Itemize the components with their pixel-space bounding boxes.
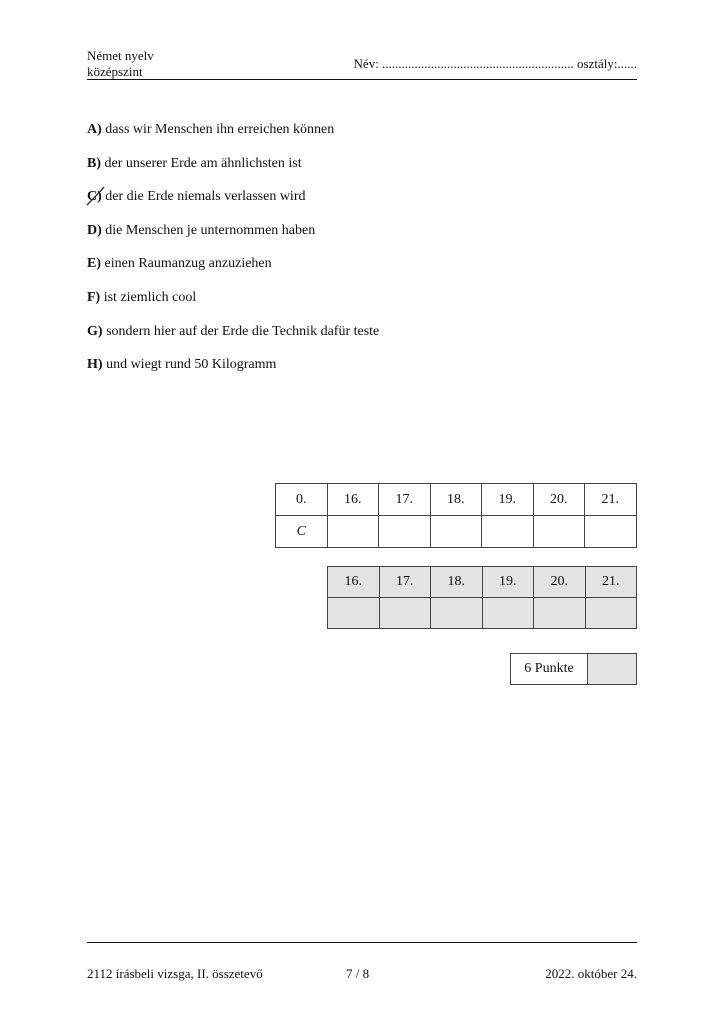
answer-row [276,516,637,548]
score-header-cell: 18. [431,567,483,598]
option-text: der unserer Erde am ähnlichsten ist [104,155,302,171]
option-letter: F) [87,289,101,305]
option-letter: C) [87,189,102,205]
option-e [87,255,379,289]
subject-line-2: középszint [87,64,143,79]
answer-cell-19[interactable] [482,516,534,548]
answer-header-cell: 18. [430,484,482,516]
answer-cell-17[interactable] [379,516,431,548]
option-text: dass wir Menschen ihn erreichen können [105,122,335,137]
answer-cell-21[interactable] [585,516,637,548]
points-box [588,654,637,685]
score-header-cell: 17. [379,567,431,598]
score-cell [482,598,534,629]
score-cell [534,598,586,629]
header-divider [87,79,637,80]
footer-exam-code: 2112 írásbeli vizsga, II. összetevő [87,966,263,981]
option-b [87,155,379,189]
answer-header-cell: 20. [533,484,585,516]
answer-header-row [276,484,637,516]
points-label: 6 Punkte [511,654,588,685]
option-a [87,121,379,155]
score-table [327,566,637,629]
answer-cell-18[interactable] [430,516,482,548]
option-letter: H) [87,357,103,373]
option-letter: D) [87,222,102,238]
answer-cell-example: C [276,516,328,548]
option-h [87,356,379,390]
option-letter: G) [87,323,103,339]
score-header-row [328,567,637,598]
option-letter: A) [87,122,102,137]
option-letter: B) [87,155,101,171]
score-cell [585,598,637,629]
option-g [87,323,379,357]
option-c [87,188,379,222]
score-cell [328,598,380,629]
answer-cell-16[interactable] [327,516,379,548]
header-subject [87,48,154,80]
option-list [87,121,379,390]
option-text: ist ziemlich cool [103,289,197,305]
answer-cell-20[interactable] [533,516,585,548]
subject-line-1: Német nyelv [87,48,154,63]
score-cell [379,598,431,629]
footer-divider [87,942,637,943]
option-letter: E) [87,256,101,272]
answer-header-cell: 0. [276,484,328,516]
option-text: die Menschen je unternommen haben [105,222,316,238]
option-text: sondern hier auf der Erde die Technik dafür teste [106,323,380,339]
option-text: einen Raumanzug anzuziehen [104,256,272,272]
footer-date: 2022. október 24. [545,966,637,981]
answer-header-cell: 17. [379,484,431,516]
option-f [87,289,379,323]
crossed-out-mark-icon [85,186,105,208]
score-header-cell: 20. [534,567,586,598]
score-header-cell: 21. [585,567,637,598]
name-class-field: Név: ........................................................... osztály:...... [353,56,637,71]
score-cell [431,598,483,629]
score-header-cell: 19. [482,567,534,598]
points-table [510,653,637,685]
option-d [87,222,379,256]
score-header-cell: 16. [328,567,380,598]
footer-page-number: 7 / 8 [346,966,370,981]
answer-table [275,483,637,548]
points-row [511,654,637,685]
answer-header-cell: 19. [482,484,534,516]
answer-header-cell: 16. [327,484,379,516]
answer-header-cell: 21. [585,484,637,516]
option-text: der die Erde niemals verlassen wird [105,189,306,205]
option-text: und wiegt rund 50 Kilogramm [106,357,277,373]
score-row [328,598,637,629]
